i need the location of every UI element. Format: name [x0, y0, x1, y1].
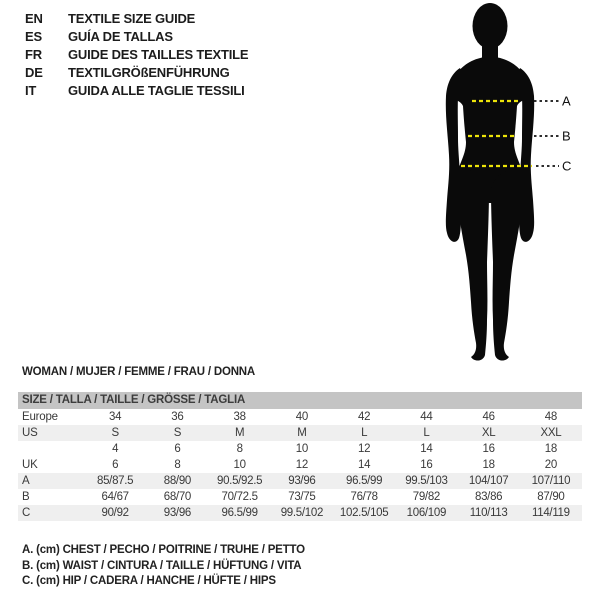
size-cell: 79/82	[412, 491, 441, 503]
language-code: IT	[25, 82, 37, 98]
size-cell: 107/110	[531, 475, 571, 487]
legend-line: A. (cm) CHEST / PECHO / POITRINE / TRUHE / PETTO	[22, 544, 305, 556]
size-cell: 93/96	[163, 507, 192, 519]
size-cell: 18	[544, 443, 557, 455]
row-label	[18, 441, 84, 457]
size-cell: 104/107	[468, 475, 509, 487]
size-cell: 8	[174, 459, 181, 471]
language-code: FR	[25, 46, 42, 62]
size-cell: 4	[112, 443, 119, 455]
size-cell: 99.5/103	[405, 475, 448, 487]
language-row	[25, 27, 248, 45]
size-cell: 64/67	[101, 491, 129, 503]
row-label: C	[22, 507, 31, 519]
size-cell: 20	[544, 459, 557, 471]
size-cell: L	[361, 427, 368, 439]
size-cell: 16	[482, 443, 495, 455]
size-cell: 87/90	[537, 491, 565, 503]
row-label: Europe	[22, 411, 58, 423]
woman-silhouette-figure	[436, 0, 586, 370]
size-cell: 90/92	[101, 507, 129, 519]
table-row	[18, 425, 582, 441]
size-cell: 68/70	[163, 491, 192, 503]
size-cell: 10	[295, 443, 308, 455]
size-cell: 73/75	[288, 491, 316, 503]
size-cell: L	[423, 427, 430, 439]
size-cell: 14	[358, 459, 371, 471]
size-cell: XL	[481, 427, 496, 439]
size-cell: 96.5/99	[221, 507, 258, 519]
size-cell: 88/90	[163, 475, 192, 487]
size-table	[18, 392, 582, 521]
size-cell: 10	[233, 459, 246, 471]
guide-title: GUÍA DE TALLAS	[68, 28, 173, 44]
size-cell: 14	[420, 443, 433, 455]
table-row	[18, 441, 582, 457]
size-cell: 93/96	[288, 475, 316, 487]
size-cell: S	[111, 427, 119, 439]
guide-title: GUIDA ALLE TAGLIE TESSILI	[68, 82, 245, 98]
guide-title: GUIDE DES TAILLES TEXTILE	[68, 46, 249, 62]
marker-label-b: B	[562, 128, 571, 144]
size-cell: 76/78	[350, 491, 378, 503]
measurement-legend	[22, 543, 305, 590]
size-cell: 18	[482, 459, 495, 471]
table-row	[18, 489, 582, 505]
size-cell: 6	[174, 443, 181, 455]
legend-line: B. (cm) WAIST / CINTURA / TAILLE / HÜFTUNG / VITA	[22, 559, 302, 572]
language-row	[25, 45, 248, 63]
table-row	[18, 505, 582, 521]
size-cell: 16	[420, 459, 433, 471]
legend-line: C. (cm) HIP / CADERA / HANCHE / HÜFTE / HIPS	[22, 575, 276, 588]
language-row	[25, 63, 248, 81]
size-cell: 90.5/92.5	[216, 475, 263, 487]
size-cell: 46	[482, 411, 495, 423]
row-label: UK	[22, 459, 38, 471]
language-title-block	[25, 9, 248, 99]
language-row	[25, 9, 248, 27]
table-row	[18, 409, 582, 425]
size-cell: 85/87.5	[96, 475, 134, 487]
size-cell: S	[173, 427, 182, 439]
size-cell: 44	[420, 411, 433, 423]
silhouette-right-leg	[491, 170, 523, 361]
size-cell: 40	[295, 411, 308, 423]
table-row	[18, 473, 582, 489]
size-cell: 12	[358, 443, 371, 455]
guide-title: TEXTILGRÖßENFÜHRUNG	[68, 64, 230, 80]
size-cell: 110/113	[469, 507, 508, 519]
size-cell: 48	[544, 411, 557, 423]
marker-label-c: C	[562, 158, 572, 174]
woman-silhouette	[446, 3, 534, 361]
row-label: B	[22, 491, 30, 503]
size-table-body	[18, 409, 582, 521]
size-cell: 34	[109, 411, 122, 423]
guide-title: TEXTILE SIZE GUIDE	[68, 10, 196, 26]
size-table-header: SIZE / TALLA / TAILLE / GRÖSSE / TAGLIA	[18, 392, 582, 409]
size-cell: 42	[358, 411, 371, 423]
marker-label-a: A	[562, 93, 571, 109]
silhouette-left-leg	[457, 170, 489, 361]
size-cell: 102.5/105	[339, 507, 389, 519]
size-cell: XXL	[540, 427, 562, 439]
size-cell: 83/86	[474, 491, 503, 503]
size-cell: M	[297, 427, 307, 439]
language-code: ES	[25, 28, 42, 44]
size-cell: 38	[233, 411, 246, 423]
table-row	[18, 457, 582, 473]
size-cell: 12	[295, 459, 308, 471]
woman-silhouette-svg	[436, 0, 586, 370]
row-label: US	[22, 427, 38, 439]
size-cell: M	[234, 427, 245, 439]
row-label: A	[22, 475, 30, 487]
language-row	[25, 81, 248, 99]
size-cell: 96.5/99	[345, 475, 383, 487]
language-code: EN	[25, 10, 43, 26]
size-cell: 99.5/102	[280, 507, 324, 519]
size-cell: 114/119	[531, 507, 570, 519]
size-cell: 106/109	[406, 507, 447, 519]
size-cell: 70/72.5	[221, 491, 258, 503]
language-code: DE	[25, 64, 43, 80]
size-cell: 6	[112, 459, 119, 471]
size-cell: 8	[236, 443, 243, 455]
size-cell: 36	[171, 411, 184, 423]
section-title-woman: WOMAN / MUJER / FEMME / FRAU / DONNA	[22, 366, 256, 378]
